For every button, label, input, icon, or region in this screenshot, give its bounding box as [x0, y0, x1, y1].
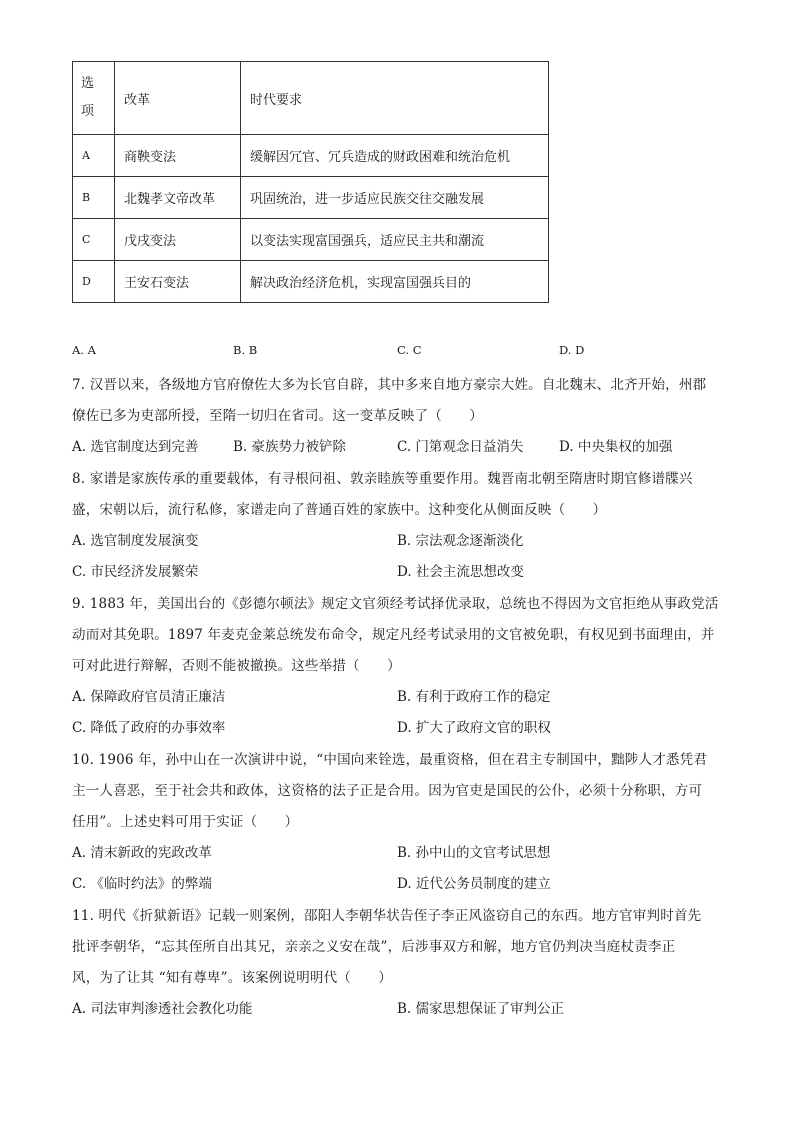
row-option: A — [73, 135, 115, 177]
q7-choice-b: B. 豪族势力被铲除 — [233, 439, 347, 455]
q6-choice-d: D. D — [559, 343, 585, 357]
header-reform: 改革 — [115, 62, 241, 135]
q7-choice-d: D. 中央集权的加强 — [559, 439, 673, 455]
q11-choice-a: A. 司法审判渗透社会教化功能 — [72, 1001, 253, 1017]
row-option: D — [73, 261, 115, 303]
q7-choice-a: A. 选官制度达到完善 — [72, 439, 199, 455]
q9-stem-line: 9. 1883 年，美国出台的《彭德尔顿法》规定文官须经考试择优录取，总统也不得因为文官拒绝从事政党活 — [72, 596, 719, 612]
q9-choice-b: B. 有利于政府工作的稳定 — [397, 689, 551, 705]
q8-stem-line: 盛，宋朝以后，流行私修，家谱走向了普通百姓的家族中。这种变化从侧面反映（ ） — [72, 502, 607, 518]
q7-stem-line: 7. 汉晋以来，各级地方官府僚佐大多为长官自辟，其中多来自地方豪宗大姓。自北魏末、北齐开始，州郡 — [72, 377, 707, 393]
q9-stem-line: 可对此进行辩解，否则不能被撤换。这些举措（ ） — [72, 658, 401, 674]
q10-stem-line: 主一人喜恶，至于社会共和政体，这资格的法子正是合用。因为官吏是国民的公仆，必须十分称职，方可 — [72, 783, 703, 799]
q6-choice-c: C. C — [397, 343, 422, 357]
q8-choice-a: A. 选官制度发展演变 — [72, 533, 199, 549]
q10-choice-d: D. 近代公务员制度的建立 — [397, 876, 551, 892]
row-reform: 戊戌变法 — [115, 219, 241, 261]
q7-choice-c: C. 门第观念日益消失 — [397, 439, 524, 455]
q8-choice-d: D. 社会主流思想改变 — [397, 564, 524, 580]
q10-choice-b: B. 孙中山的文官考试思想 — [397, 845, 551, 861]
q6-choice-a: A. A — [72, 343, 96, 357]
q9-choice-d: D. 扩大了政府文官的职权 — [397, 720, 551, 736]
q9-stem-line: 动而对其免职。1897 年麦克金莱总统发布命令，规定凡经考试录用的文官被免职，有权见到书面理由，并 — [72, 627, 715, 643]
q11-stem-line: 风，为了让其 “知有尊卑”。该案例说明明代（ ） — [72, 970, 393, 986]
reform-table — [72, 61, 549, 303]
header-option: 选 项 — [73, 62, 115, 135]
q10-choice-c: C. 《临时约法》的弊端 — [72, 876, 212, 892]
q9-choice-a: A. 保障政府官员清正廉洁 — [72, 689, 226, 705]
q11-stem-line: 11. 明代《折狱新语》记载一则案例，邵阳人李朝华状告侄子李正风盗窃自己的东西。地方官审判时首先 — [72, 908, 702, 924]
row-reform: 北魏孝文帝改革 — [115, 177, 241, 219]
table-header-row — [73, 62, 549, 135]
q7-stem-line: 僚佐已多为吏部所授，至隋一切归在省司。这一变革反映了（ ） — [72, 408, 483, 424]
row-requirement: 缓解因冗官、冗兵造成的财政困难和统治危机 — [241, 135, 549, 177]
q10-stem-line: 任用”。上述史料可用于实证（ ） — [72, 814, 299, 830]
row-reform: 王安石变法 — [115, 261, 241, 303]
table-row — [73, 219, 549, 261]
q10-stem-line: 10. 1906 年，孙中山在一次演讲中说，“中国向来铨选，最重资格，但在君主专制国中，黜陟人才悉凭君 — [72, 752, 708, 768]
row-requirement: 解决政治经济危机，实现富国强兵目的 — [241, 261, 549, 303]
row-requirement: 以变法实现富国强兵，适应民主共和潮流 — [241, 219, 549, 261]
q8-choice-b: B. 宗法观念逐渐淡化 — [397, 533, 524, 549]
q10-choice-a: A. 清末新政的宪政改革 — [72, 845, 212, 861]
q9-choice-c: C. 降低了政府的办事效率 — [72, 720, 226, 736]
table-row — [73, 177, 549, 219]
q8-stem-line: 8. 家谱是家族传承的重要载体，有寻根问祖、敦亲睦族等重要作用。魏晋南北朝至隋唐时期官修谱牒兴 — [72, 471, 693, 487]
q8-choice-c: C. 市民经济发展繁荣 — [72, 564, 199, 580]
row-option: B — [73, 177, 115, 219]
table-row — [73, 135, 549, 177]
table-row — [73, 261, 549, 303]
row-option: C — [73, 219, 115, 261]
q11-stem-line: 批评李朝华，“忘其侄所自出其兄，亲亲之义安在哉”，后涉事双方和解，地方官仍判决当庭杖责李正 — [72, 939, 676, 955]
header-requirement: 时代要求 — [241, 62, 549, 135]
row-reform: 商鞅变法 — [115, 135, 241, 177]
row-requirement: 巩固统治，进一步适应民族交往交融发展 — [241, 177, 549, 219]
q6-choice-b: B. B — [233, 343, 258, 357]
q11-choice-b: B. 儒家思想保证了审判公正 — [397, 1001, 565, 1017]
